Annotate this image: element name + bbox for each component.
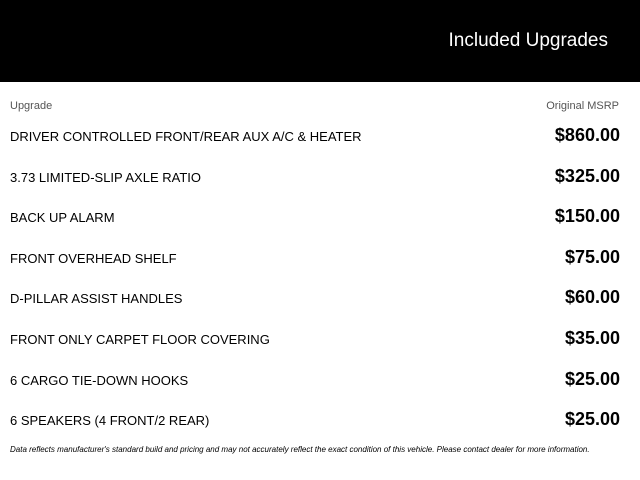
upgrades-list (0, 117, 640, 442)
upgrade-name: BACK UP ALARM (10, 210, 115, 226)
upgrade-row (0, 198, 640, 239)
page-title: Included Upgrades (448, 30, 608, 51)
upgrade-price: $60.00 (564, 287, 620, 308)
header-bar (0, 0, 640, 82)
upgrade-name: FRONT ONLY CARPET FLOOR COVERING (10, 331, 270, 347)
upgrade-row (0, 279, 640, 320)
upgrade-price: $325.00 (554, 165, 620, 186)
upgrade-price: $25.00 (564, 409, 620, 430)
upgrade-name: DRIVER CONTROLLED FRONT/REAR AUX A/C & HEATER (10, 129, 362, 144)
upgrade-row (0, 320, 640, 361)
upgrade-row (0, 158, 640, 199)
upgrade-price: $25.00 (564, 368, 620, 389)
upgrade-row (0, 117, 640, 158)
upgrade-price: $35.00 (564, 327, 620, 348)
upgrade-name: 6 CARGO TIE-DOWN HOOKS (10, 372, 189, 388)
upgrade-price: $860.00 (554, 125, 620, 145)
upgrade-row (0, 239, 640, 280)
column-header-msrp: Original MSRP (546, 100, 619, 112)
column-header-upgrade: Upgrade (10, 100, 53, 112)
upgrade-name: FRONT OVERHEAD SHELF (10, 250, 177, 266)
upgrade-name: 6 SPEAKERS (4 FRONT/2 REAR) (10, 413, 210, 429)
upgrade-row (0, 401, 640, 442)
upgrade-name: D-PILLAR ASSIST HANDLES (10, 291, 183, 307)
upgrade-price: $75.00 (564, 246, 620, 267)
upgrade-row (0, 361, 640, 402)
upgrade-price: $150.00 (554, 206, 620, 227)
upgrade-name: 3.73 LIMITED-SLIP AXLE RATIO (10, 169, 201, 185)
disclaimer-text: Data reflects manufacturer's standard build and pricing and may not accurately reflect the exact condition of this vehicle. Please contact dealer for more information. (10, 445, 590, 454)
